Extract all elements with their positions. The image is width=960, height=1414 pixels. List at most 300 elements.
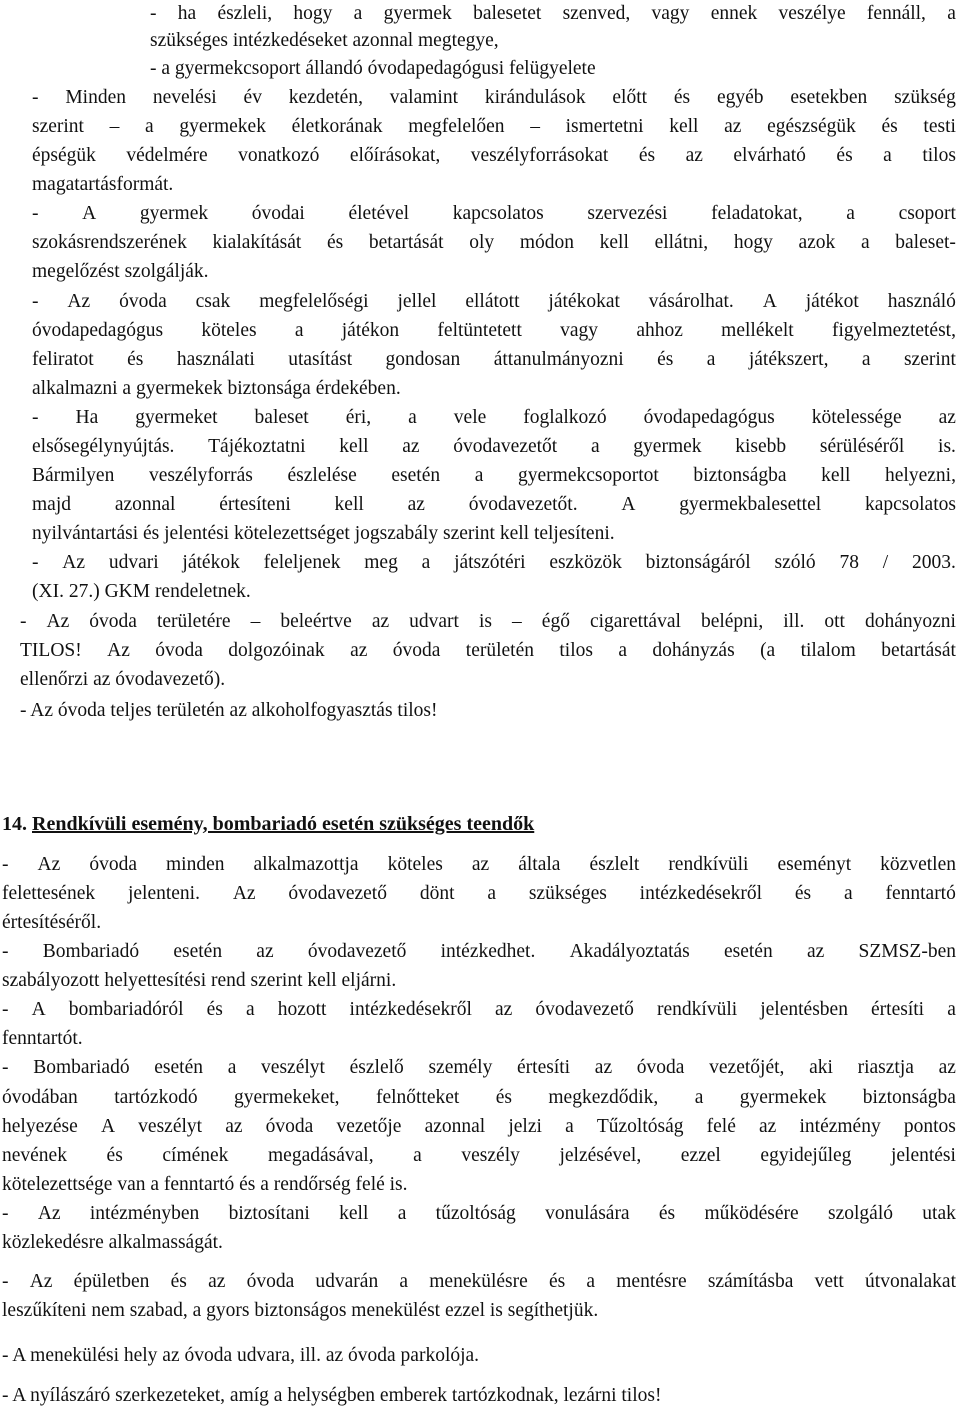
- word: veszélyforrásokat: [470, 145, 609, 166]
- word: biztonságba: [862, 1087, 956, 1108]
- word: fennáll,: [866, 3, 926, 24]
- word: és: [638, 145, 656, 166]
- section-heading: [2, 810, 534, 838]
- word: Tájékoztatni: [208, 436, 306, 457]
- word: területén: [465, 640, 534, 661]
- word: kell: [669, 116, 699, 137]
- word: és: [794, 883, 812, 904]
- word: szervezési: [587, 203, 668, 224]
- word: -: [2, 1271, 9, 1292]
- word: eseményt: [777, 854, 852, 875]
- word: -: [32, 407, 39, 428]
- word: biztonságba: [693, 465, 787, 486]
- word: udvart: [409, 611, 459, 632]
- word: játékon: [341, 320, 400, 341]
- word: egészségük: [767, 116, 856, 137]
- word: jelzi: [508, 1116, 542, 1137]
- word: is: [479, 611, 493, 632]
- text-line: szükséges intézkedéseket azonnal megtegye,: [150, 30, 499, 51]
- word: szerint: [32, 116, 84, 137]
- word: értesíteni: [219, 494, 291, 515]
- word: kialakítását: [212, 232, 302, 253]
- word: tilos: [922, 145, 956, 166]
- word: hozott: [277, 999, 327, 1020]
- word: elvárható: [733, 145, 806, 166]
- word: észlelt: [589, 854, 640, 875]
- word: óvodavezető: [307, 941, 407, 962]
- word: kötelessége: [811, 407, 902, 428]
- word: a: [861, 349, 871, 370]
- word: udvarán: [315, 1271, 379, 1292]
- text-line: - Az óvoda teljes területén az alkoholfogyasztás tilos!: [20, 700, 438, 721]
- word: a: [565, 1116, 574, 1137]
- word: tilalom: [800, 640, 856, 661]
- word: óvodai: [251, 203, 305, 224]
- word: A: [621, 494, 636, 515]
- text-line: [32, 462, 956, 489]
- word: 2003.: [911, 552, 956, 573]
- text-line: szabályozott helyettesítési rend szerint kell eljárni.: [2, 970, 397, 991]
- word: előírásokat,: [349, 145, 441, 166]
- word: –: [530, 116, 540, 137]
- word: intézkedésekről: [349, 999, 472, 1020]
- word: hogy: [293, 3, 333, 24]
- word: köteles: [201, 320, 257, 341]
- word: majd: [32, 494, 71, 515]
- text-line: [150, 0, 956, 27]
- word: az: [471, 854, 490, 875]
- word: használó: [887, 291, 956, 312]
- text-line: [2, 1084, 956, 1111]
- word: –: [250, 611, 261, 632]
- word: szolgáló: [828, 1203, 893, 1224]
- word: címének: [162, 1145, 229, 1166]
- word: egyéb: [716, 87, 764, 108]
- word: felettesének: [2, 883, 96, 904]
- word: az: [494, 999, 513, 1020]
- word: az: [350, 640, 368, 661]
- text-line: fenntartót.: [2, 1028, 83, 1049]
- text-line: - A nyílászáró szerkezeteket, amíg a helységben emberek tartózkodnak, lezárni tilos!: [2, 1385, 662, 1406]
- word: alkalmazottja: [253, 854, 359, 875]
- word: -: [32, 291, 39, 312]
- word: Az: [107, 640, 130, 661]
- text-line: [2, 938, 956, 965]
- word: áttanulmányozni: [493, 349, 624, 370]
- section-title: Rendkívüli esemény, bombariadó esetén szükséges teendők: [32, 813, 535, 835]
- word: betartását: [368, 232, 444, 253]
- word: szenved,: [562, 3, 631, 24]
- word: intézmény: [799, 1116, 881, 1137]
- word: a: [706, 349, 716, 370]
- word: dohányzás: [652, 640, 735, 661]
- word: működésére: [704, 1203, 799, 1224]
- text-line: - A menekülési hely az óvoda udvara, ill. az óvoda parkolója.: [2, 1345, 480, 1366]
- word: veszélyt: [138, 1116, 203, 1137]
- word: veszély: [461, 1145, 520, 1166]
- word: Az: [29, 1271, 53, 1292]
- word: -: [20, 611, 27, 632]
- word: óvodavezető: [288, 883, 387, 904]
- text-line: értesítéséről.: [2, 912, 102, 933]
- word: vezetőjét,: [709, 1057, 785, 1078]
- word: életével: [348, 203, 410, 224]
- word: az: [225, 1116, 243, 1137]
- word: óvodapedagógus: [32, 320, 164, 341]
- word: jellel: [397, 291, 437, 312]
- word: Bármilyen: [32, 465, 115, 486]
- word: feltüntetett: [437, 320, 522, 341]
- text-line: kötelezettsége van a fenntartó és a rendőrség felé is.: [2, 1174, 408, 1195]
- word: ellátott: [465, 291, 520, 312]
- word: Ha: [75, 407, 99, 428]
- word: égő: [541, 611, 570, 632]
- word: az: [371, 611, 390, 632]
- word: játszótéri: [454, 552, 526, 573]
- word: előtt: [612, 87, 648, 108]
- word: és: [495, 1087, 512, 1108]
- word: értesíti: [517, 1057, 571, 1078]
- text-line: [2, 996, 956, 1023]
- word: Akadályoztatás: [569, 941, 690, 962]
- word: megadásával,: [268, 1145, 374, 1166]
- word: cigarettával: [589, 611, 681, 632]
- word: betartását: [881, 640, 956, 661]
- word: vásárolhat.: [648, 291, 734, 312]
- word: felnőtteket: [375, 1087, 460, 1108]
- word: a: [399, 1271, 409, 1292]
- word: jelentési: [890, 1145, 956, 1166]
- word: gyermekbalesettel: [679, 494, 822, 515]
- word: jelzésével,: [559, 1145, 642, 1166]
- word: a: [947, 3, 956, 24]
- text-line: [32, 113, 956, 140]
- word: az: [938, 407, 956, 428]
- word: Bombariadó: [42, 941, 140, 962]
- word: gyermek: [383, 3, 452, 24]
- text-line: [2, 1268, 956, 1295]
- word: csak: [195, 291, 231, 312]
- word: Az: [46, 611, 70, 632]
- word: pontos: [903, 1116, 956, 1137]
- word: sérüléséről: [819, 436, 905, 457]
- word: kell: [334, 494, 364, 515]
- word: A: [31, 999, 46, 1020]
- word: módon: [519, 232, 574, 253]
- word: menekülésre: [429, 1271, 528, 1292]
- word: tilos: [559, 640, 593, 661]
- word: az: [594, 1057, 613, 1078]
- word: észleli,: [217, 3, 273, 24]
- word: épségük: [32, 145, 96, 166]
- text-line: alkalmazni a gyermekek biztonsága érdekében.: [32, 378, 401, 399]
- word: tartózkodó: [114, 1087, 198, 1108]
- text-line: leszűkíteni nem szabad, a gyors biztonságos menekülést ezzel is segíthetjük.: [2, 1300, 599, 1321]
- word: csoport: [898, 203, 956, 224]
- word: a: [294, 320, 304, 341]
- word: és: [673, 87, 691, 108]
- word: gyermek: [633, 436, 702, 457]
- word: oly: [469, 232, 495, 253]
- word: is.: [938, 436, 956, 457]
- text-line: [32, 288, 956, 315]
- text-line: nyilvántartási és jelentési kötelezettséget jogszabály szerint kell teljesíteni.: [32, 523, 615, 544]
- word: testi: [923, 116, 956, 137]
- word: az: [724, 116, 742, 137]
- word: Az: [37, 1203, 61, 1224]
- word: bombariadóról: [68, 999, 184, 1020]
- word: gyermek: [139, 203, 209, 224]
- word: vonatkozó: [238, 145, 320, 166]
- word: óvoda: [392, 640, 441, 661]
- word: a: [145, 116, 154, 137]
- word: kapcsolatos: [452, 203, 544, 224]
- text-line: [32, 549, 956, 576]
- word: az: [402, 436, 420, 457]
- word: A: [762, 291, 777, 312]
- word: egyidejűleg: [760, 1145, 852, 1166]
- word: év: [243, 87, 262, 108]
- word: beleértve: [280, 611, 352, 632]
- text-line: magatartásformát.: [32, 174, 174, 195]
- word: és: [836, 145, 853, 166]
- word: intézkedhet.: [440, 941, 536, 962]
- text-line: [2, 851, 956, 878]
- word: általa: [518, 854, 561, 875]
- word: a: [397, 1203, 407, 1224]
- word: -: [2, 1203, 9, 1224]
- word: szerint: [903, 349, 956, 370]
- word: Az: [232, 883, 256, 904]
- word: vett: [814, 1271, 844, 1292]
- word: óvodavezetőt: [453, 436, 558, 457]
- word: játékokat: [548, 291, 620, 312]
- word: ill.: [783, 611, 805, 632]
- word: ismertetni: [565, 116, 644, 137]
- word: észlelése: [287, 465, 357, 486]
- word: útvonalakat: [865, 1271, 956, 1292]
- word: vonulására: [545, 1203, 630, 1224]
- word: veszélyforrás: [148, 465, 253, 486]
- word: a: [408, 407, 417, 428]
- word: A: [82, 203, 97, 224]
- word: és: [881, 116, 898, 137]
- word: vagy: [560, 320, 599, 341]
- word: mentésre: [616, 1271, 687, 1292]
- word: -: [2, 854, 9, 875]
- word: óvoda: [265, 1116, 314, 1137]
- word: ott: [824, 611, 845, 632]
- word: fenntartó: [885, 883, 956, 904]
- word: –: [109, 116, 120, 137]
- word: az: [256, 941, 274, 962]
- word: megkezdődik,: [548, 1087, 659, 1108]
- word: szokásrendszerének: [32, 232, 187, 253]
- word: -: [32, 203, 39, 224]
- word: az: [806, 941, 825, 962]
- word: a: [245, 999, 255, 1020]
- word: baleset: [254, 407, 309, 428]
- word: óvodában: [2, 1087, 78, 1108]
- word: és: [658, 1203, 676, 1224]
- word: (a: [760, 640, 776, 661]
- word: kezdetén,: [288, 87, 363, 108]
- word: köteles: [387, 854, 443, 875]
- word: Bombariadó: [33, 1057, 130, 1078]
- word: az: [208, 1271, 226, 1292]
- word: esetén: [723, 941, 773, 962]
- word: a: [413, 1145, 422, 1166]
- word: Minden: [65, 87, 126, 108]
- word: védelmére: [126, 145, 208, 166]
- word: szóló: [774, 552, 816, 573]
- word: kirándulások: [484, 87, 586, 108]
- word: óvoda: [119, 291, 167, 312]
- word: utak: [922, 1203, 956, 1224]
- word: baleset-: [895, 232, 956, 253]
- word: esetekben: [790, 87, 868, 108]
- word: az: [759, 1116, 777, 1137]
- word: a: [590, 436, 600, 457]
- word: balesetet: [473, 3, 542, 24]
- word: épületben: [73, 1271, 150, 1292]
- word: Az: [62, 552, 86, 573]
- word: tűzoltóság: [435, 1203, 516, 1224]
- text-line: [2, 1200, 956, 1227]
- text-line: [32, 200, 956, 227]
- text-line: [32, 433, 956, 460]
- word: óvoda: [155, 640, 203, 661]
- word: gyermekeket,: [233, 1087, 340, 1108]
- word: szükséges: [528, 883, 607, 904]
- text-line: (XI. 27.) GKM rendeletnek.: [32, 581, 251, 602]
- word: értesíti: [871, 999, 925, 1020]
- word: a: [421, 552, 431, 573]
- word: óvoda: [89, 854, 137, 875]
- text-line: [32, 317, 956, 344]
- word: óvoda: [89, 611, 137, 632]
- word: számításba: [707, 1271, 794, 1292]
- word: a: [474, 465, 484, 486]
- word: a: [618, 640, 627, 661]
- word: és: [106, 1145, 123, 1166]
- word: foglalkozó: [523, 407, 607, 428]
- word: gyermeket: [135, 407, 218, 428]
- text-line: [2, 1142, 956, 1169]
- word: a: [227, 1057, 237, 1078]
- word: gyermekek: [739, 1087, 827, 1108]
- word: Az: [67, 291, 91, 312]
- word: esetén: [173, 941, 223, 962]
- word: mellékelt: [721, 320, 794, 341]
- text-line: [32, 142, 956, 169]
- word: SZMSZ-ben: [858, 941, 956, 962]
- word: életkorának: [291, 116, 383, 137]
- word: óvodavezetőt.: [468, 494, 578, 515]
- word: dönt: [419, 883, 455, 904]
- word: utasítást: [288, 349, 353, 370]
- word: óvoda: [636, 1057, 685, 1078]
- word: azonnal: [424, 1116, 486, 1137]
- word: -: [32, 552, 39, 573]
- word: kell: [821, 465, 851, 486]
- word: helyezni,: [885, 465, 956, 486]
- word: 78: [839, 552, 859, 573]
- word: valamint: [389, 87, 459, 108]
- word: rendkívüli: [668, 854, 749, 875]
- word: nevelési: [152, 87, 217, 108]
- word: feladatokat,: [711, 203, 803, 224]
- word: gyermekcsoportot: [518, 465, 659, 486]
- word: jelentésben: [760, 999, 848, 1020]
- word: ha: [177, 3, 197, 24]
- word: a: [860, 232, 870, 253]
- word: -: [2, 999, 9, 1020]
- word: játékok: [182, 552, 240, 573]
- word: közvetlen: [880, 854, 956, 875]
- word: vagy: [651, 3, 690, 24]
- word: rendkívüli: [657, 999, 738, 1020]
- word: játékszert,: [748, 349, 829, 370]
- word: nevének: [2, 1145, 67, 1166]
- word: ahhoz: [636, 320, 683, 341]
- word: -: [32, 87, 39, 108]
- word: meg: [364, 552, 398, 573]
- word: és: [326, 232, 344, 253]
- word: azonnal: [114, 494, 176, 515]
- word: a: [694, 1087, 704, 1108]
- word: vele: [453, 407, 487, 428]
- word: veszélye: [778, 3, 846, 24]
- word: kell: [339, 436, 369, 457]
- text-line: [2, 1054, 956, 1081]
- word: ennek: [710, 3, 758, 24]
- word: a: [353, 3, 363, 24]
- word: minden: [166, 854, 225, 875]
- text-line: közlekedésre alkalmasságát.: [2, 1232, 223, 1253]
- word: gondosan: [385, 349, 461, 370]
- word: játékot: [805, 291, 859, 312]
- word: -: [2, 941, 9, 962]
- word: a: [947, 999, 956, 1020]
- word: dohányozni: [865, 611, 956, 632]
- word: -: [150, 3, 157, 24]
- section-number: 14.: [2, 813, 27, 835]
- word: az: [685, 145, 703, 166]
- word: az: [938, 1057, 956, 1078]
- word: szükség: [894, 87, 956, 108]
- word: észlelő: [349, 1057, 404, 1078]
- word: /: [882, 552, 889, 573]
- word: a: [843, 883, 853, 904]
- word: megfelelőségi: [259, 291, 369, 312]
- word: az: [407, 494, 425, 515]
- word: és: [170, 1271, 187, 1292]
- word: óvodapedagógus: [643, 407, 775, 428]
- word: dolgozóinak: [228, 640, 325, 661]
- word: TILOS!: [20, 640, 82, 661]
- text-line: [32, 404, 956, 431]
- word: megfelelően: [408, 116, 505, 137]
- word: helyezése: [2, 1116, 78, 1137]
- word: feliratot: [32, 349, 94, 370]
- word: riasztja: [857, 1057, 914, 1078]
- word: Az: [37, 854, 61, 875]
- word: és: [206, 999, 223, 1020]
- text-line: [32, 229, 956, 256]
- word: belépni,: [700, 611, 764, 632]
- word: kapcsolatos: [864, 494, 956, 515]
